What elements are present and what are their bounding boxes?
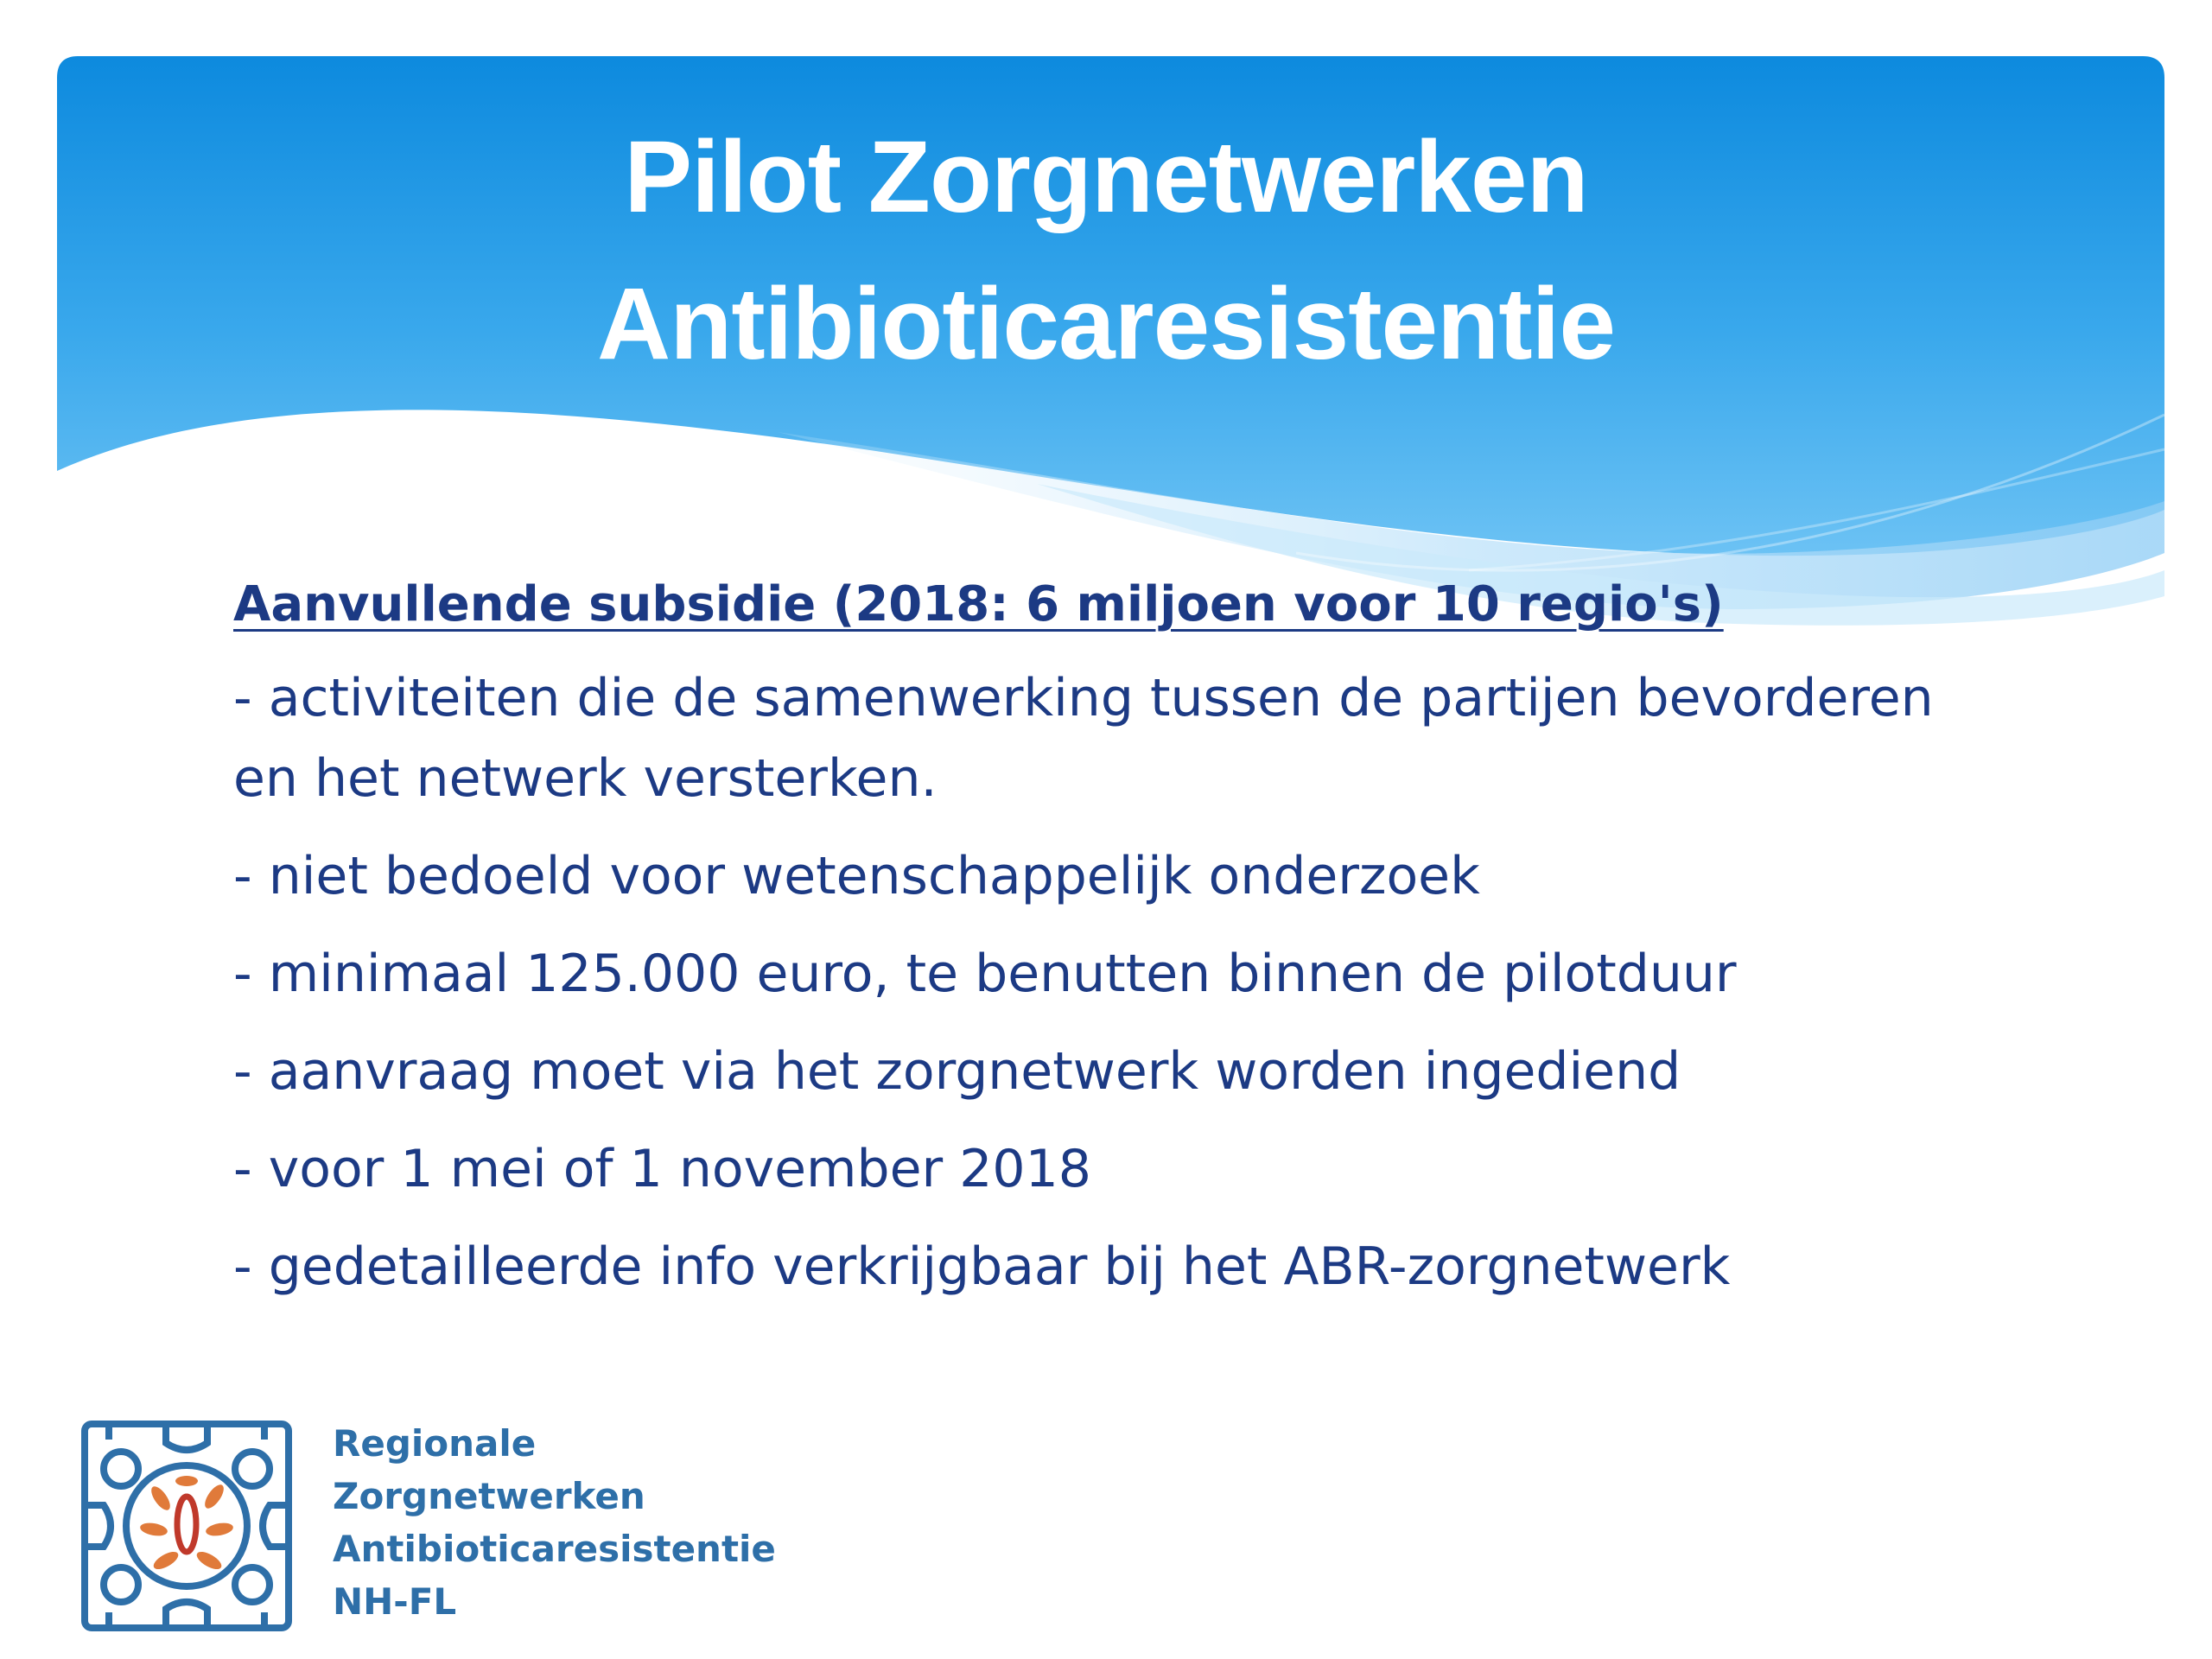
bullet-item: - niet bedoeld voor wetenschappelijk onderzoek (233, 846, 1480, 906)
slide-content (233, 570, 2048, 1325)
bullet-item: - activiteiten die de samenwerking tussen de partijen bevorderen en het netwerk versterken. (233, 668, 1934, 809)
bullet-item: - gedetailleerde info verkrijgbaar bij het ABR-zorgnetwerk (233, 1236, 1731, 1297)
bullet-item: - aanvraag moet via het zorgnetwerk worden ingediend (233, 1041, 1681, 1102)
title-line-1: Pilot Zorgnetwerken (624, 120, 1588, 234)
zorgnetwerk-logo-icon (79, 1419, 294, 1633)
slide-title (0, 104, 2212, 397)
bullet-item: - minimaal 125.000 euro, te benutten binnen de pilotduur (233, 944, 1737, 1004)
bullet-list (233, 658, 2048, 1307)
logo-text-line: NH-FL (333, 1580, 457, 1623)
logo-text (333, 1417, 776, 1628)
logo-text-line: Antibioticaresistentie (333, 1528, 776, 1570)
logo-text-line: Zorgnetwerken (333, 1475, 645, 1517)
logo-text-line: Regionale (333, 1422, 537, 1465)
title-line-2: Antibioticaresistentie (597, 267, 1615, 381)
bullet-item: - voor 1 mei of 1 november 2018 (233, 1139, 1091, 1199)
section-heading: Aanvullende subsidie (2018: 6 miljoen voor 10 regio's) (233, 576, 1724, 632)
